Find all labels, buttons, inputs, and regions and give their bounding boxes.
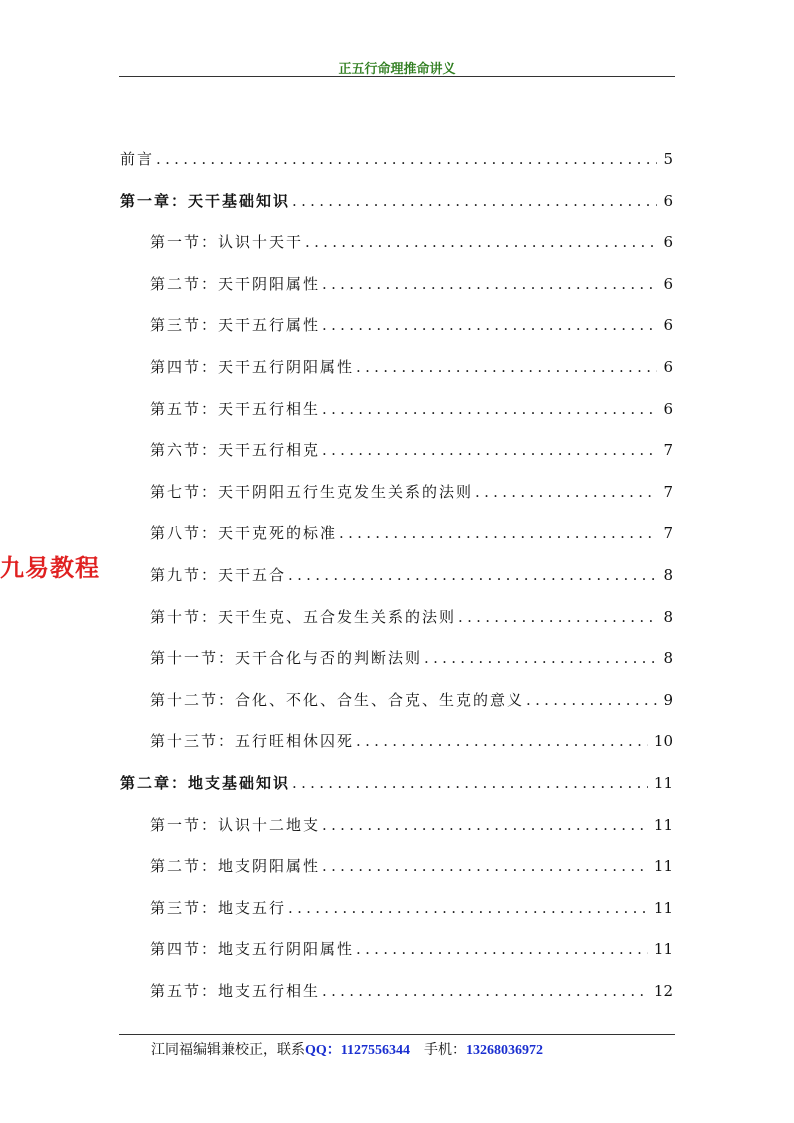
toc-section-entry[interactable]: [150, 398, 673, 420]
toc-page-number: 10: [653, 732, 673, 750]
footer-phone-label: 手机：: [424, 1042, 467, 1058]
toc-page-number: 11: [653, 899, 673, 917]
toc-entry-title: 第三节：地支五行: [150, 899, 287, 917]
toc-entry-title: 第十一节：天干合化与否的判断法则: [150, 649, 423, 667]
toc-dot-leader: [356, 356, 657, 378]
toc-page-number: 9: [663, 691, 673, 709]
toc-entry-title: 第三节：天干五行属性: [150, 316, 321, 334]
page-header-title: 正五行命理推命讲义: [338, 62, 456, 77]
toc-entry-title: 前言: [120, 150, 155, 168]
toc-section-entry[interactable]: [150, 522, 673, 544]
toc-dot-leader: [288, 897, 648, 919]
toc-dot-leader: [339, 522, 657, 544]
footer-editor-text: 江同福编辑兼校正，联系: [151, 1042, 305, 1058]
toc-dot-leader: [322, 439, 657, 461]
toc-section-entry[interactable]: [150, 980, 673, 1002]
toc-entry-title: 第八节：天干克死的标准: [150, 524, 338, 542]
toc-page-number: 11: [653, 774, 673, 792]
toc-entry-title: 第十三节：五行旺相休囚死: [150, 732, 355, 750]
toc-dot-leader: [322, 314, 657, 336]
watermark-label: 九易教程: [0, 554, 100, 582]
toc-entry-title: 第十节：天干生克、五合发生关系的法则: [150, 608, 457, 626]
toc-page-number: 8: [663, 649, 673, 667]
toc-page-number: 7: [663, 441, 673, 459]
toc-entry-title: 第五节：地支五行相生: [150, 982, 321, 1000]
toc-section-entry[interactable]: [150, 855, 673, 877]
toc-page-number: 7: [663, 483, 673, 501]
toc-section-entry[interactable]: [150, 689, 673, 711]
toc-dot-leader: [292, 772, 648, 794]
toc-page-number: 11: [653, 816, 673, 834]
toc-entry-title: 第七节：天干阴阳五行生克发生关系的法则: [150, 483, 474, 501]
toc-page-number: 7: [663, 524, 673, 542]
toc-page-number: 11: [653, 940, 673, 958]
toc-section-entry[interactable]: [150, 481, 673, 503]
toc-section-entry[interactable]: [150, 439, 673, 461]
toc-page-number: 6: [663, 400, 673, 418]
footer-phone-number: 13268036972: [466, 1043, 544, 1058]
toc-entry-title: 第二节：地支阴阳属性: [150, 857, 321, 875]
toc-page-number: 6: [663, 233, 673, 251]
toc-chapter-entry[interactable]: [120, 772, 673, 794]
toc-entry-title: 第二节：天干阴阳属性: [150, 275, 321, 293]
toc-page-number: 5: [663, 150, 673, 168]
toc-entry-title: 第四节：地支五行阴阳属性: [150, 940, 355, 958]
toc-entry-title: 第四节：天干五行阴阳属性: [150, 358, 355, 376]
toc-dot-leader: [288, 564, 657, 586]
toc-dot-leader: [458, 606, 657, 628]
toc-entry-title: 第十二节：合化、不化、合生、合克、生克的意义: [150, 691, 525, 709]
toc-entry-title: 第二章：地支基础知识: [120, 774, 291, 792]
toc-section-entry[interactable]: [150, 814, 673, 836]
page-footer: [151, 1039, 543, 1059]
toc-page-number: 6: [663, 358, 673, 376]
toc-dot-leader: [322, 273, 657, 295]
toc-dot-leader: [322, 980, 648, 1002]
toc-page-number: 6: [663, 192, 673, 210]
toc-entry-title: 第九节：天干五合: [150, 566, 287, 584]
footer-divider: [119, 1034, 675, 1035]
toc-dot-leader: [356, 938, 648, 960]
toc-page-number: 11: [653, 857, 673, 875]
toc-dot-leader: [475, 481, 657, 503]
toc-section-entry[interactable]: [150, 231, 673, 253]
toc-section-entry[interactable]: [150, 897, 673, 919]
toc-section-entry[interactable]: [150, 314, 673, 336]
toc-dot-leader: [292, 190, 657, 212]
toc-chapter-entry[interactable]: [120, 190, 673, 212]
toc-entry-title: 第一章：天干基础知识: [120, 192, 291, 210]
toc-entry-title: 第五节：天干五行相生: [150, 400, 321, 418]
toc-section-entry[interactable]: [150, 938, 673, 960]
toc-dot-leader: [305, 231, 657, 253]
toc-section-entry[interactable]: [150, 647, 673, 669]
toc-page-number: 8: [663, 608, 673, 626]
toc-preface-entry[interactable]: [120, 148, 673, 170]
toc-section-entry[interactable]: [150, 730, 673, 752]
toc-section-entry[interactable]: [150, 356, 673, 378]
toc-page-number: 8: [663, 566, 673, 584]
footer-qq: QQ：1127556344: [305, 1043, 411, 1058]
toc-section-entry[interactable]: [150, 606, 673, 628]
toc-dot-leader: [424, 647, 657, 669]
toc-section-entry[interactable]: [150, 273, 673, 295]
toc-page-number: 6: [663, 316, 673, 334]
toc-entry-title: 第六节：天干五行相克: [150, 441, 321, 459]
toc-entry-title: 第一节：认识十天干: [150, 233, 304, 251]
toc-page-number: 12: [653, 982, 673, 1000]
toc-dot-leader: [322, 814, 648, 836]
toc-entry-title: 第一节：认识十二地支: [150, 816, 321, 834]
toc-dot-leader: [156, 148, 657, 170]
toc-dot-leader: [322, 855, 648, 877]
toc-dot-leader: [322, 398, 657, 420]
toc-page-number: 6: [663, 275, 673, 293]
toc-section-entry[interactable]: [150, 564, 673, 586]
toc-dot-leader: [526, 689, 657, 711]
toc-dot-leader: [356, 730, 648, 752]
